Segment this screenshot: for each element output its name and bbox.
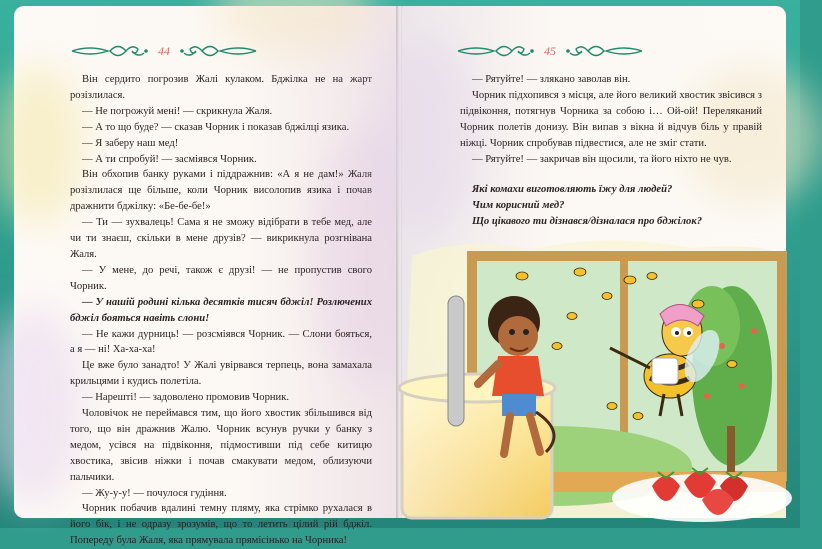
right-body-text [460, 72, 762, 167]
paragraph: — Нарешті! — задоволено промовив Чорник. [82, 392, 290, 404]
paragraph: Він обхопив банку руками і піддражнив: «А я не дам!» Жаля розізлилася ще більше, коли Чорник висолопив язика і почав дражнити бджілку: «Бе-бе-бе!» [70, 169, 372, 213]
paragraph: Це вже було занадто! У Жалі увірвався терпець, вона замахала крильцями і кудись полетіла. [70, 360, 372, 388]
paragraph: — У нашій родині кілька десятків тисяч бджіл! Розлючених бджіл бояться навіть слони! [70, 296, 372, 324]
paragraph: — У мене, до речі, також є друзі! — не пропустив свого Чорник. [70, 264, 372, 292]
paragraph: — Ти — зухвалець! Сама я не зможу відібрати в тебе мед, але чи ти знаєш, скільки в мене друзів? — викрикнула розгнівана Жаля. [70, 217, 372, 260]
right-header [456, 40, 644, 62]
comprehension-questions [460, 182, 762, 230]
paragraph: Він сердито погрозив Жалі кулаком. Бджілка не на жарт розізлилася. [70, 74, 372, 101]
paragraph: — Жу-у-у! — почулося гудіння. [82, 487, 227, 499]
left-ornament-right-icon [178, 41, 258, 61]
left-header [70, 40, 258, 62]
right-ornament-right-icon [564, 41, 644, 61]
right-page [402, 6, 786, 518]
paragraph: — А то що буде? — сказав Чорник і показав бджілці язика. [82, 121, 350, 133]
paragraph: Чорник побачив вдалині темну пляму, яка стрімко рухалася в його бік, і не одразу зрозумів, що то летить цілий рій бджіл. Попереду була Жаля, яка прямувала прямісінько на Чорника! [70, 503, 372, 547]
paragraph: — Рятуйте! — закричав він щосили, та його ніхто не чув. [472, 153, 732, 165]
question: Що цікавого ти дізнався/дізналася про бджілок? [472, 215, 702, 227]
question: Чим корисний мед? [472, 199, 565, 211]
paragraph: — Не кажи дурниць! — розсміявся Чорник. — Слони бояться, а я — ні! Ха-ха-ха! [70, 328, 372, 356]
illustration-boy-and-bee [402, 236, 786, 518]
paragraph: — Я заберу наш мед! [82, 137, 179, 149]
paragraph: — Рятуйте! — злякано заволав він. [472, 74, 631, 85]
right-ornament-icon [456, 41, 536, 61]
left-ornament-icon [70, 41, 150, 61]
paragraph: Чорник підхопився з місця, але його великий хвостик звісився з підвіконня, потягнув Чорника за собою і… Ой-ой! Переляканий Чорник полетів донизу. Він випав з вікна й відчув біль у правій ніжці. Чорник спробував підвестися, але не зміг стати. [460, 89, 762, 149]
left-body-text [70, 72, 372, 549]
paragraph: — А ти спробуй! — засміявся Чорник. [82, 153, 257, 165]
paragraph: — Не погрожуй мені! — скрикнула Жаля. [82, 105, 273, 117]
left-page [14, 6, 398, 547]
paragraph: Чоловічок не переймався тим, що його хвостик збільшився від того, що він дражнив Жалю. Чорник всунув ручки у банку з медом, усівся на підвіконня, підмостивши під себе китицю хвостика, звісив ніжки і почав смакувати медом, облизуючи пальчики. [70, 408, 372, 483]
page-number-left: 44 [158, 43, 170, 58]
page-number-right: 45 [544, 43, 556, 58]
question: Які комахи виготовляють їжу для людей? [472, 184, 673, 195]
